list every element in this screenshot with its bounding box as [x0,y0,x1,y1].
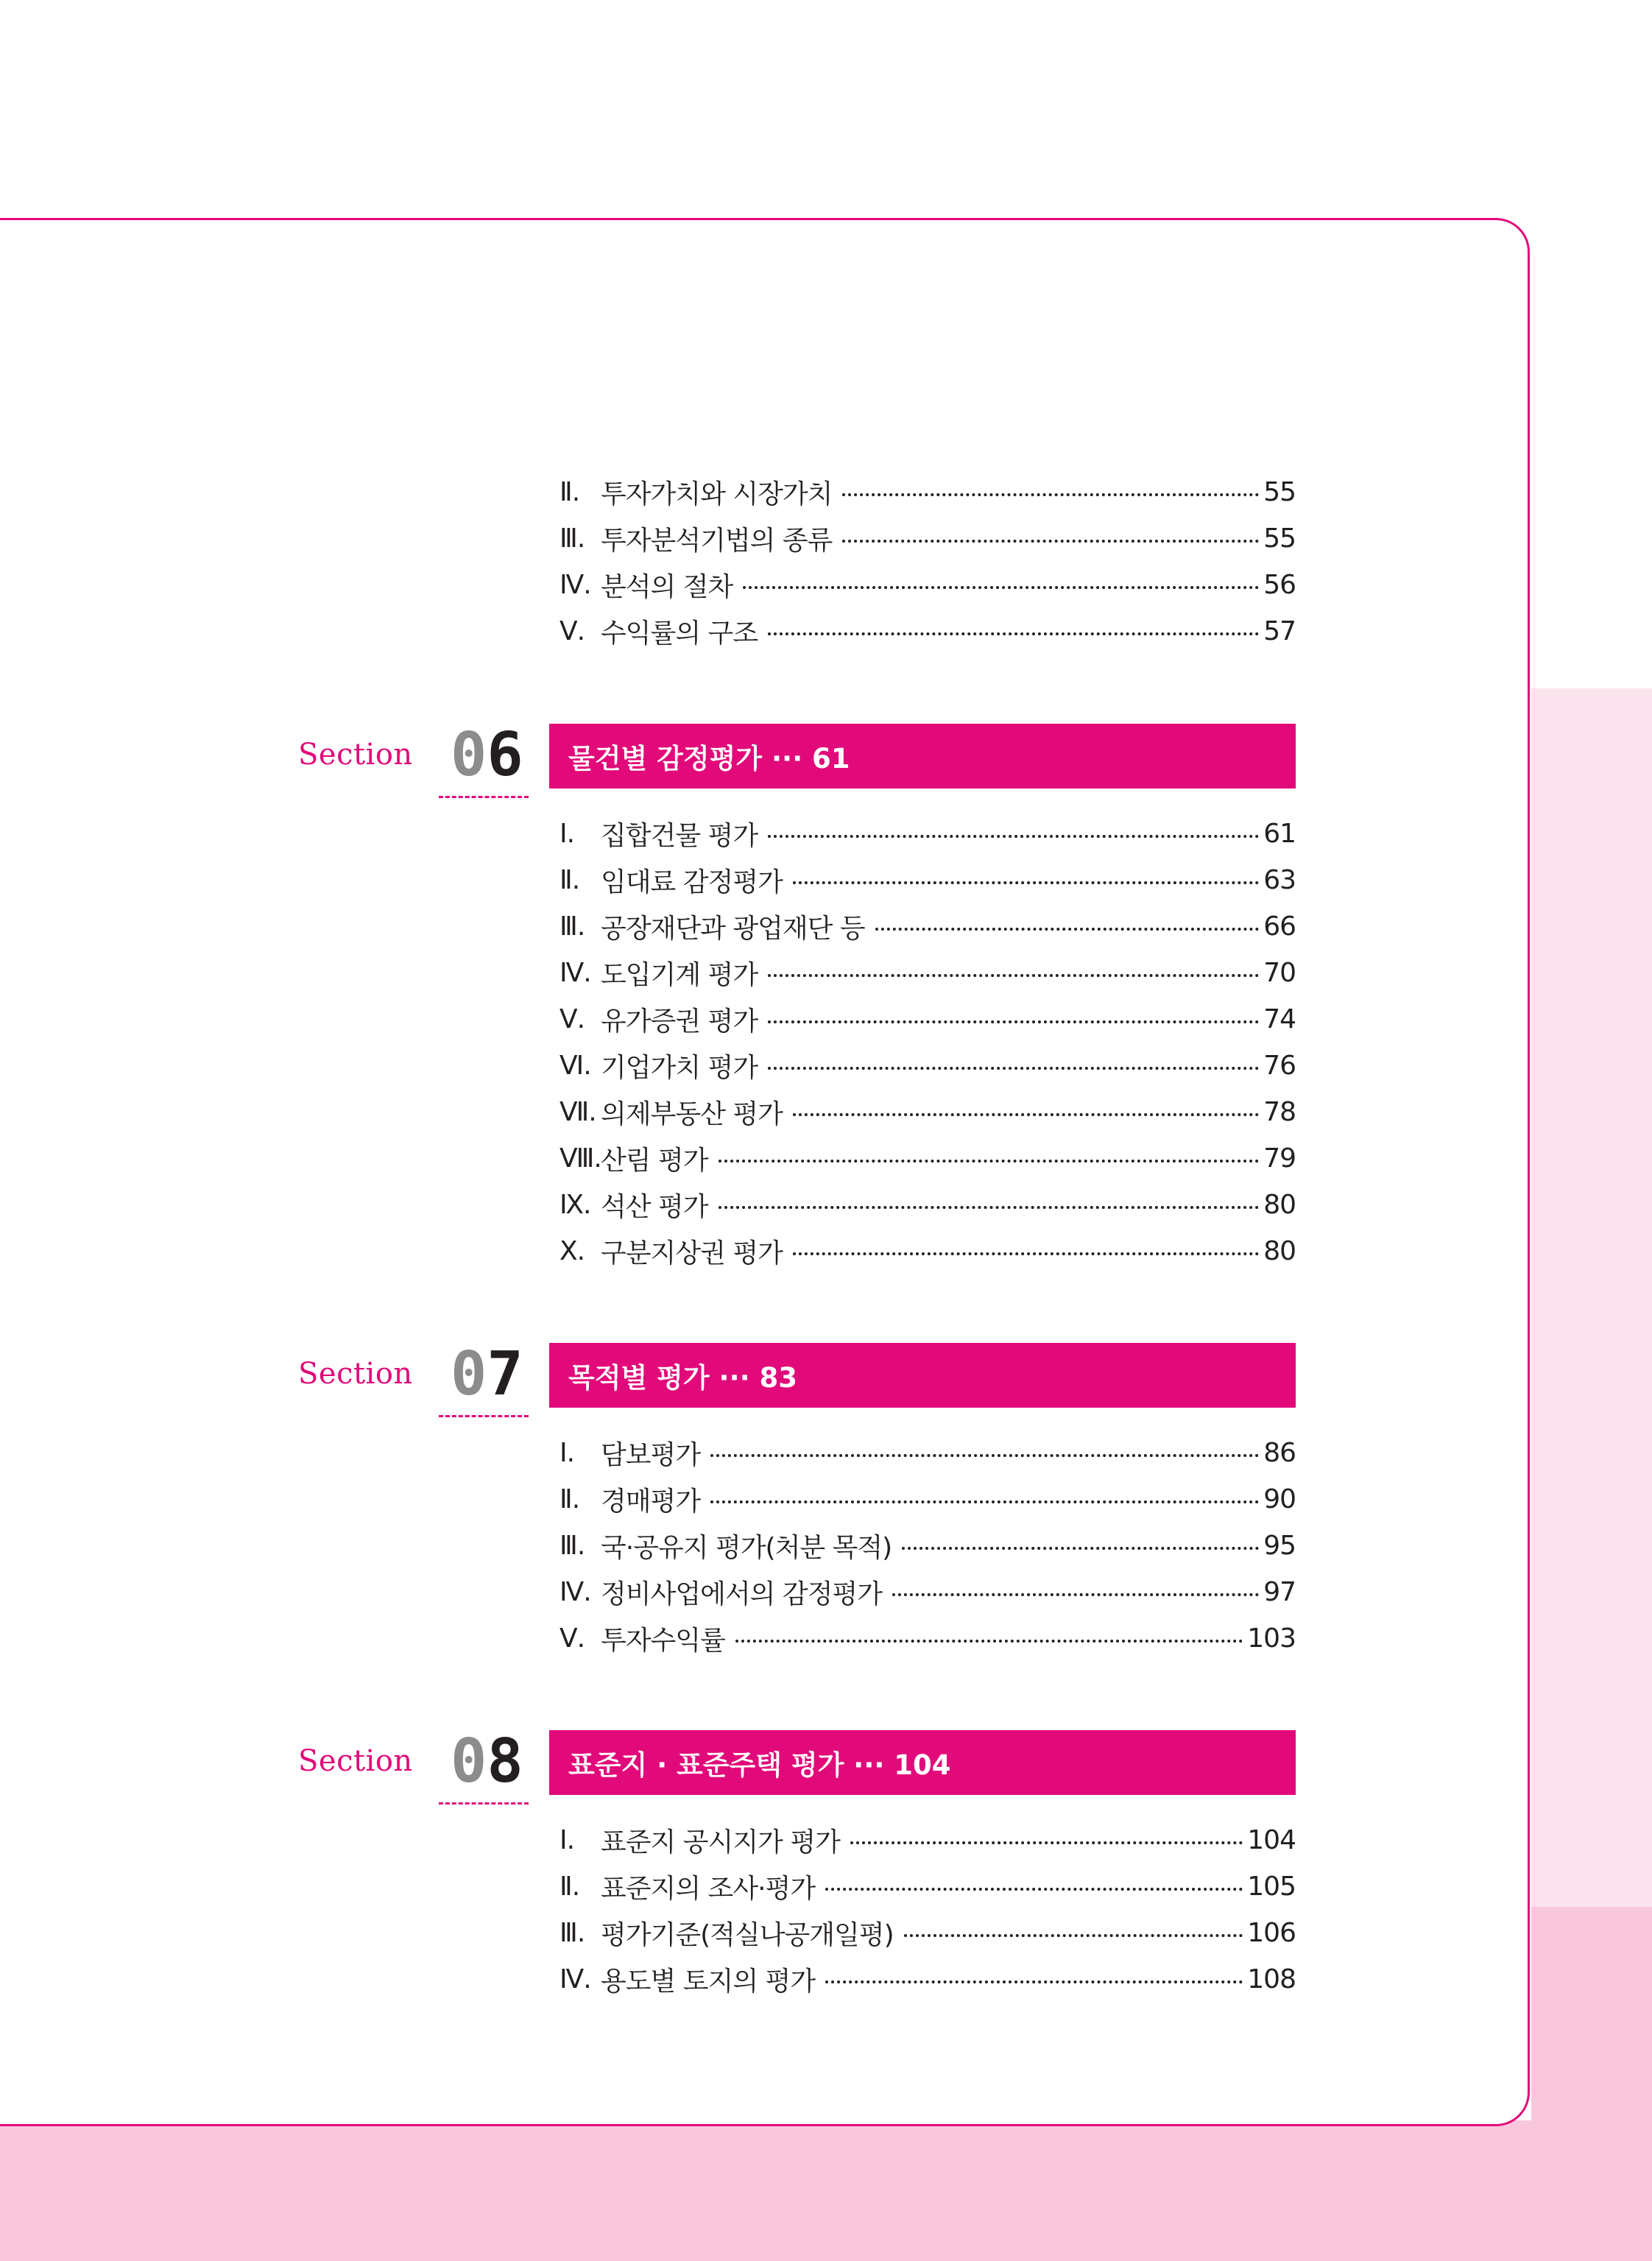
toc-item-title: 도입기계 평가 [601,959,758,990]
toc-item-page: 104 [1247,1824,1296,1855]
toc-item-page: 78 [1263,1096,1296,1127]
dot-leader [875,928,1260,931]
toc-item-page: 70 [1263,957,1296,988]
toc-item[interactable] [560,613,1296,649]
toc-item-title: 투자분석기법의 종류 [601,525,833,556]
toc-item[interactable] [560,1620,1296,1657]
dot-leader [719,1206,1260,1209]
dot-leader [892,1593,1259,1596]
toc-item[interactable] [560,1573,1296,1610]
toc-item-number: Ⅶ. [560,1096,596,1127]
dot-leader [825,1980,1243,1983]
dot-leader [793,881,1259,884]
toc-item-title: 공장재단과 광업재단 등 [601,913,865,944]
toc-item-title: 표준지의 조사·평가 [601,1873,816,1904]
toc-item-page: 106 [1247,1917,1296,1948]
toc-item-page: 55 [1263,476,1296,507]
toc-item[interactable] [560,1527,1296,1564]
toc-item-title: 국·공유지 평가(처분 목적) [601,1532,892,1563]
toc-item-number: Ⅱ. [560,1484,580,1514]
toc-item-page: 103 [1247,1623,1296,1654]
section-label: Section [298,1357,413,1391]
section-number-underline [439,1802,529,1805]
toc-item-number: Ⅳ. [560,1576,591,1607]
toc-item-number: Ⅴ. [560,1623,585,1654]
dot-leader [842,493,1259,496]
section-number-underline [439,796,529,798]
toc-item[interactable] [560,1140,1296,1177]
toc-item-number: Ⅷ. [560,1143,601,1174]
section-number: 07 [451,1339,523,1409]
toc-item-number: Ⅲ. [560,1917,585,1948]
section-number-underline [439,1415,529,1417]
toc-item-page: 63 [1263,864,1296,895]
toc-item-number: Ⅲ. [560,911,585,942]
dot-leader [825,1888,1243,1891]
toc-item-title: 투자수익률 [601,1625,725,1656]
dot-leader [768,632,1259,635]
toc-item-page: 74 [1263,1003,1296,1034]
toc-item-number: Ⅹ. [560,1235,585,1266]
toc-item[interactable] [560,1914,1296,1951]
toc-item-number: Ⅱ. [560,864,580,895]
dot-leader [842,540,1259,543]
toc-item-title: 용도별 토지의 평가 [601,1966,816,1997]
dot-leader [768,1067,1259,1070]
dot-leader [719,1160,1260,1163]
dot-leader [904,1934,1243,1937]
toc-item-title: 수익률의 구조 [601,618,758,649]
toc-item-page: 79 [1263,1143,1296,1174]
toc-item-page: 80 [1263,1189,1296,1220]
toc-item-title: 임대료 감정평가 [601,867,783,897]
toc-item[interactable] [560,954,1296,991]
toc-item-page: 80 [1263,1235,1296,1266]
toc-item-number: Ⅳ. [560,1964,591,1994]
toc-item-number: Ⅴ. [560,1003,585,1034]
toc-item-page: 90 [1263,1484,1296,1514]
toc-item[interactable] [560,1093,1296,1130]
dot-leader [735,1640,1243,1643]
toc-item[interactable] [560,1868,1296,1905]
toc-item[interactable] [560,1186,1296,1223]
toc-item[interactable] [560,473,1296,510]
toc-item-number: Ⅲ. [560,523,585,554]
toc-item-page: 108 [1247,1964,1296,1994]
toc-item-title: 구분지상권 평가 [601,1238,783,1269]
toc-item-page: 95 [1263,1530,1296,1561]
dot-leader [793,1113,1259,1116]
toc-item-number: Ⅱ. [560,476,580,507]
toc-item-number: Ⅵ. [560,1050,591,1081]
toc-item-title: 정비사업에서의 감정평가 [601,1579,882,1609]
section-number: 06 [451,720,523,790]
toc-item-title: 경매평가 [601,1486,701,1517]
toc-item-title: 집합건물 평가 [601,820,758,851]
toc-item-number: Ⅲ. [560,1530,585,1561]
toc-item[interactable] [560,908,1296,945]
toc-item[interactable] [560,861,1296,898]
toc-item-title: 투자가치와 시장가치 [601,479,833,509]
toc-item-number: Ⅰ. [560,1437,575,1468]
toc-item[interactable] [560,1821,1296,1858]
toc-item-title: 담보평가 [601,1439,701,1470]
toc-item-page: 56 [1263,569,1296,600]
toc-item-page: 97 [1263,1576,1296,1607]
toc-item-title: 의제부동산 평가 [601,1098,783,1129]
dot-leader [793,1252,1259,1255]
toc-item[interactable] [560,1047,1296,1084]
toc-item-title: 표준지 공시지가 평가 [601,1827,840,1858]
section-title-bar[interactable]: 목적별 평가 ··· 83 [549,1343,1296,1408]
toc-item[interactable] [560,1001,1296,1037]
toc-item-number: Ⅰ. [560,1824,575,1855]
toc-item[interactable] [560,815,1296,852]
section-title-bar[interactable]: 표준지 · 표준주택 평가 ··· 104 [549,1730,1296,1795]
dot-leader [743,586,1259,589]
toc-item-page: 61 [1263,818,1296,849]
section-number: 08 [451,1726,523,1796]
toc-item-page: 57 [1263,615,1296,646]
dot-leader [902,1547,1259,1550]
toc-item-page: 76 [1263,1050,1296,1081]
toc-item[interactable] [560,566,1296,603]
toc-item-title: 분석의 절차 [601,571,733,602]
dot-leader [768,974,1259,977]
dot-leader [768,835,1259,838]
dot-leader [710,1454,1259,1457]
toc-item-title: 유가증권 평가 [601,1006,758,1037]
toc-item-number: Ⅰ. [560,818,575,849]
right-edge-light-band [1531,688,1652,1907]
bottom-pink-band [0,2120,1652,2261]
toc-item-title: 평가기준(적실나공개일평) [601,1919,894,1950]
section-title-bar[interactable]: 물건별 감정평가 ··· 61 [549,724,1296,789]
toc-item[interactable] [560,1434,1296,1471]
section-label: Section [298,1744,413,1778]
toc-item[interactable] [560,1481,1296,1517]
toc-item-page: 105 [1247,1871,1296,1902]
toc-item[interactable] [560,1961,1296,1997]
toc-item-number: Ⅱ. [560,1871,580,1902]
toc-item-page: 55 [1263,523,1296,554]
toc-item-title: 기업가치 평가 [601,1052,758,1083]
dot-leader [710,1500,1259,1503]
section-label: Section [298,738,413,772]
dot-leader [768,1020,1259,1023]
toc-item-title: 석산 평가 [601,1191,708,1222]
toc-item[interactable] [560,520,1296,557]
toc-item-number: Ⅸ. [560,1189,591,1220]
toc-item-page: 66 [1263,911,1296,942]
toc-item-number: Ⅴ. [560,615,585,646]
toc-item[interactable] [560,1232,1296,1269]
toc-item-title: 산림 평가 [601,1145,708,1176]
toc-item-page: 86 [1263,1437,1296,1468]
toc-item-number: Ⅳ. [560,957,591,988]
toc-item-number: Ⅳ. [560,569,591,600]
dot-leader [850,1841,1243,1844]
